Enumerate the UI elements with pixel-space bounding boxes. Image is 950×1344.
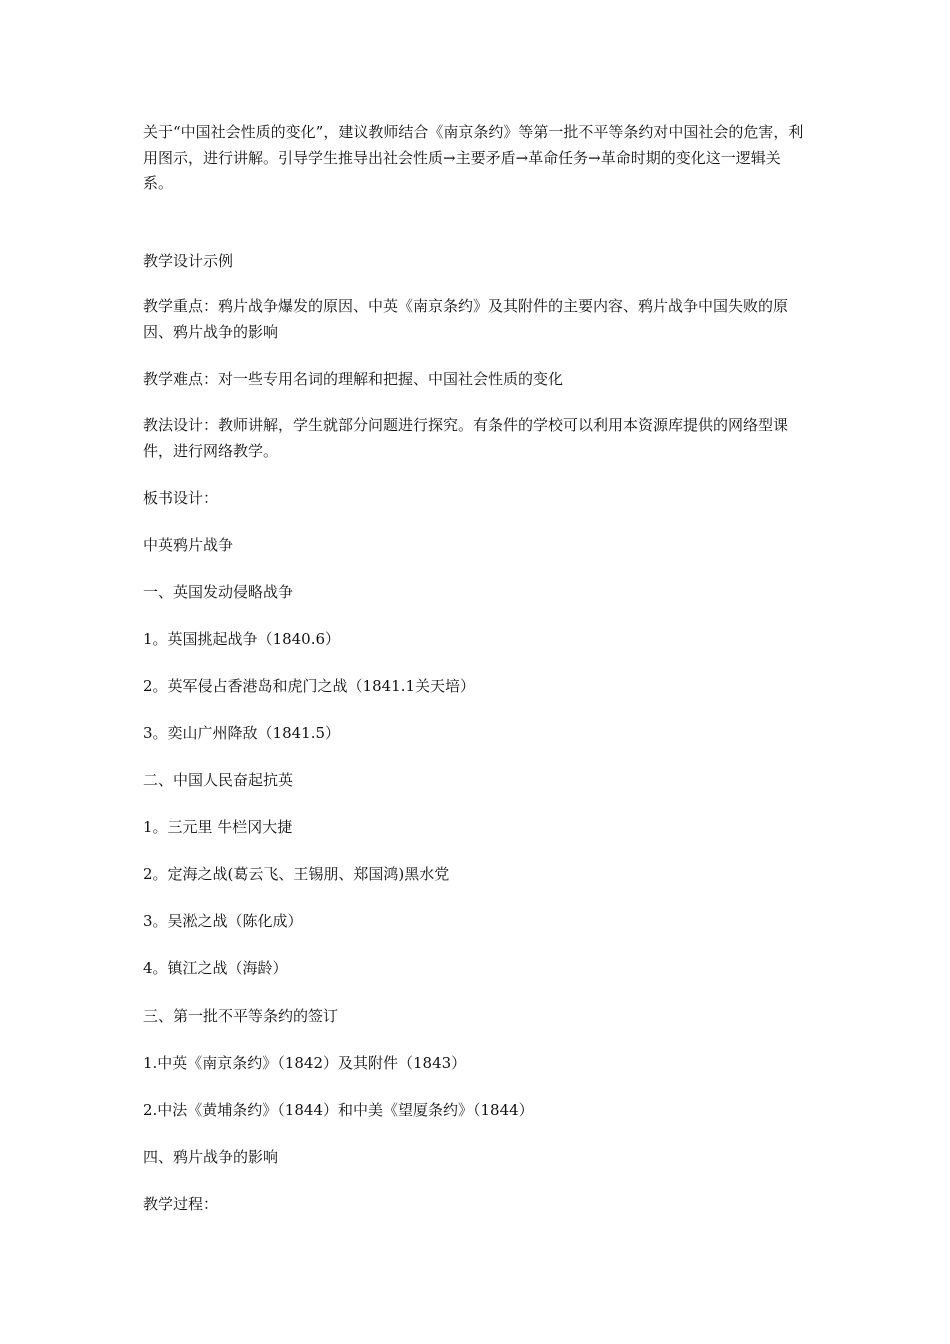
difficulties-paragraph: 教学难点：对一些专用名词的理解和把握、中国社会性质的变化	[143, 370, 564, 388]
design-heading: 教学设计示例	[143, 252, 234, 270]
board-heading: 板书设计：	[143, 489, 219, 507]
section-1-item: 2。英军侵占香港岛和虎门之战（1841.1关天培）	[143, 677, 476, 695]
section-2-item: 1。三元里 牛栏冈大捷	[143, 818, 293, 836]
section-2-item: 4。镇江之战（海龄）	[143, 959, 288, 977]
intro-paragraph: 关于“中国社会性质的变化”，建议教师结合《南京条约》等第一批不平等条约对中国社会的危害，利用图示，进行讲解。引导学生推导出社会性质→主要矛盾→革命任务→革命时期的变化这一逻辑关系。	[143, 123, 804, 192]
section-1-item: 3。奕山广州降敌（1841.5）	[143, 724, 341, 742]
section-1-item: 1。英国挑起战争（1840.6）	[143, 630, 341, 648]
section-3-title: 三、第一批不平等条约的签订	[143, 1007, 339, 1025]
section-4-title: 四、鸦片战争的影响	[143, 1148, 279, 1166]
section-2-title: 二、中国人民奋起抗英	[143, 771, 294, 789]
section-2-item: 2。定海之战(葛云飞、王锡朋、郑国鸿)黑水党	[143, 865, 450, 883]
section-2-item: 3。吴淞之战（陈化成）	[143, 912, 303, 930]
board-title: 中英鸦片战争	[143, 536, 234, 554]
section-1-title: 一、英国发动侵略战争	[143, 583, 294, 601]
section-3-item: 2.中法《黄埔条约》（1844）和中美《望厦条约》（1844）	[143, 1101, 534, 1119]
key-points-paragraph: 教学重点：鸦片战争爆发的原因、中英《南京条约》及其附件的主要内容、鸦片战争中国失败的原因、鸦片战争的影响	[143, 297, 789, 341]
section-3-item: 1.中英《南京条约》（1842）及其附件（1843）	[143, 1054, 467, 1072]
process-heading: 教学过程：	[143, 1195, 219, 1213]
method-paragraph: 教法设计：教师讲解，学生就部分问题进行探究。有条件的学校可以利用本资源库提供的网络型课件，进行网络教学。	[143, 416, 789, 460]
